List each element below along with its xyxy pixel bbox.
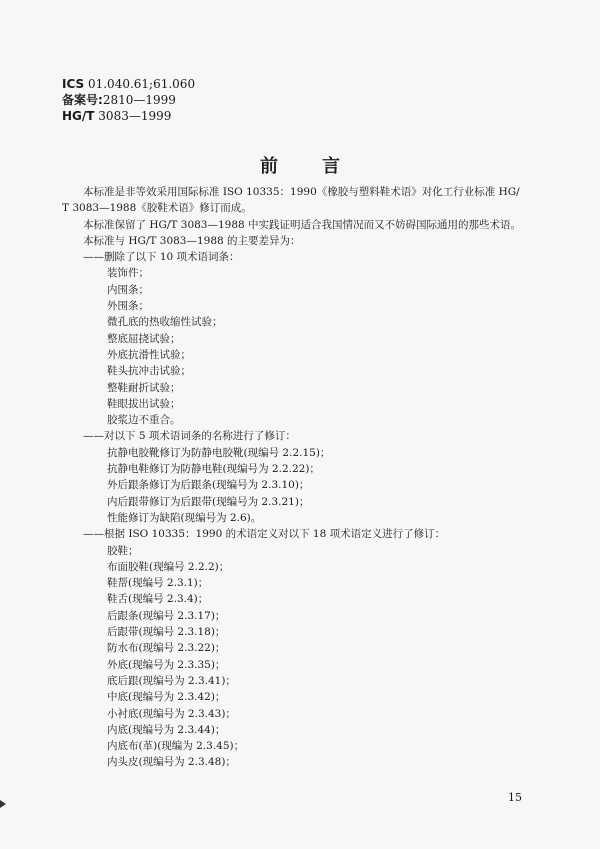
text-line: 本标准是非等效采用国际标准 ISO 10335：1990《橡胶与塑料鞋术语》对化工行业标准 HG/ [83, 186, 520, 198]
text-line: 中底(现编号为 2.3.42)； [107, 691, 226, 704]
text-line: ——对以下 5 项术语词条的名称进行了修订： [83, 430, 296, 443]
text-line: 装饰件； [107, 267, 149, 280]
text-line: 小衬底(现编号为 2.3.43)； [107, 707, 236, 720]
record-line [62, 92, 195, 108]
text-line: 鞋头抗冲击试验； [107, 365, 191, 378]
text-line: 抗静电鞋修订为防静电鞋(现编号为 2.2.22)； [107, 463, 320, 476]
text-line: ——删除了以下 10 项术语词条： [83, 251, 240, 264]
text-line: 内底布(革)(现编为 2.3.45)； [107, 740, 245, 753]
text-line: 防水布(现编号 2.3.22)； [107, 642, 226, 655]
ics-line [62, 76, 195, 92]
record-value: 2810—1999 [102, 93, 176, 107]
text-line: 本标准与 HG/T 3083—1988 的主要差异为： [83, 234, 301, 247]
text-line: 鞋眼拔出试验； [107, 397, 181, 410]
text-line: 内头皮(现编号为 2.3.48)； [107, 756, 236, 769]
standard-label: HG/T [62, 109, 95, 123]
standard-value: 3083—1999 [98, 109, 172, 123]
text-line: 整鞋耐折试验； [107, 381, 181, 394]
foreword-body [62, 184, 542, 771]
text-line: 鞋舌(现编号 2.3.4)； [107, 593, 209, 606]
text-line: 鞋帮(现编号 2.3.1)； [107, 577, 209, 590]
text-line: 胶浆边不重合。 [107, 414, 181, 427]
standard-line [62, 108, 195, 124]
ics-label: ICS [62, 77, 85, 91]
text-line: T 3083—1988《胶鞋术语》修订而成。 [62, 202, 252, 215]
text-line: 布面胶鞋(现编号 2.2.2)； [107, 560, 230, 573]
binding-mark-icon [0, 797, 10, 811]
text-line: 微孔底的热收缩性试验； [107, 316, 223, 329]
page-number: 15 [508, 791, 522, 804]
page-title: 前言 [260, 156, 384, 177]
text-line: 整底屈挠试验； [107, 332, 181, 345]
text-line: ——根据 ISO 10335：1990 的术语定义对以下 18 项术语定义进行了修订： [83, 528, 446, 541]
record-label: 备案号: [62, 93, 103, 107]
text-line: 抗静电胶靴修订为防静电胶靴(现编号 2.2.15)； [107, 446, 331, 459]
text-line: 后跟条(现编号 2.3.17)； [107, 609, 226, 622]
text-line: 外围条； [107, 300, 149, 313]
text-line: 后跟带(现编号 2.3.18)； [107, 626, 226, 639]
text-line: 外后跟条修订为后跟条(现编号为 2.3.10)； [107, 479, 310, 492]
ics-value: 01.040.61;61.060 [87, 77, 196, 91]
text-line: 本标准保留了 HG/T 3083—1988 中实践证明适合我国情况而又不妨碍国际通用的那些术语。 [83, 218, 522, 231]
text-line: 内底(现编号为 2.3.44)； [107, 723, 226, 736]
standard-codes [62, 76, 195, 124]
text-line: 内后跟带修订为后跟带(现编号为 2.3.21)； [107, 495, 310, 508]
text-line: 外底(现编号为 2.3.35)； [107, 658, 226, 671]
text-line: 外底抗滑性试验； [107, 348, 191, 361]
text-line: 胶鞋； [107, 544, 139, 557]
text-line: 内围条； [107, 283, 149, 296]
text-line: 性能修订为缺陷(现编号为 2.6)。 [107, 511, 262, 524]
text-line: 底后跟(现编号为 2.3.41)； [107, 674, 236, 687]
